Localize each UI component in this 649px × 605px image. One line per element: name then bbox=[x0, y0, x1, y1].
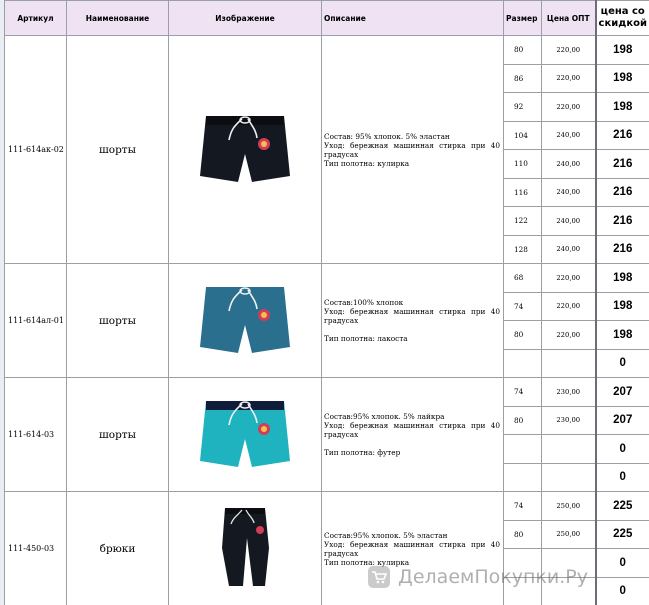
price-list-table bbox=[4, 0, 649, 605]
header-description[interactable]: Описание bbox=[322, 1, 504, 36]
article-cell[interactable]: 111-614ак-02 bbox=[5, 36, 67, 264]
size-cell[interactable] bbox=[504, 435, 542, 464]
header-image[interactable]: Изображение bbox=[169, 1, 322, 36]
turquoise-shorts-image bbox=[198, 456, 292, 475]
price-cell[interactable]: 220,00 bbox=[542, 321, 596, 350]
name-cell[interactable]: шорты bbox=[67, 264, 169, 378]
price-cell[interactable] bbox=[542, 435, 596, 464]
description-cell[interactable] bbox=[322, 264, 504, 378]
size-cell[interactable]: 80 bbox=[504, 406, 542, 435]
discount-price-cell[interactable]: 198 bbox=[596, 36, 649, 65]
discount-price-cell[interactable]: 0 bbox=[596, 435, 649, 464]
size-cell[interactable]: 92 bbox=[504, 93, 542, 122]
price-cell[interactable]: 240,00 bbox=[542, 235, 596, 264]
price-cell[interactable]: 240,00 bbox=[542, 178, 596, 207]
price-cell[interactable]: 240,00 bbox=[542, 207, 596, 236]
table-row bbox=[5, 264, 649, 293]
article-cell[interactable]: 111-614ал-01 bbox=[5, 264, 67, 378]
price-cell[interactable] bbox=[542, 349, 596, 378]
discount-price-cell[interactable]: 198 bbox=[596, 321, 649, 350]
black-shorts-image bbox=[198, 171, 292, 190]
discount-price-cell[interactable]: 216 bbox=[596, 121, 649, 150]
name-cell[interactable]: шорты bbox=[67, 36, 169, 264]
header-price[interactable]: Цена ОПТ bbox=[542, 1, 596, 36]
size-cell[interactable]: 74 bbox=[504, 292, 542, 321]
name-cell[interactable]: шорты bbox=[67, 378, 169, 492]
article-cell[interactable]: 111-614-03 bbox=[5, 378, 67, 492]
table-body bbox=[5, 36, 649, 605]
price-cell[interactable]: 250,00 bbox=[542, 492, 596, 521]
description-line: Тип полотна: лакоста bbox=[324, 334, 408, 343]
discount-price-cell[interactable]: 0 bbox=[596, 549, 649, 578]
discount-price-cell[interactable]: 198 bbox=[596, 292, 649, 321]
discount-price-cell[interactable]: 198 bbox=[596, 264, 649, 293]
description-line: Состав:100% хлопок bbox=[324, 298, 404, 307]
size-cell[interactable]: 74 bbox=[504, 378, 542, 407]
price-cell[interactable]: 220,00 bbox=[542, 36, 596, 65]
shopping-cart-icon bbox=[368, 566, 390, 588]
price-cell[interactable]: 230,00 bbox=[542, 406, 596, 435]
price-cell[interactable]: 240,00 bbox=[542, 121, 596, 150]
watermark bbox=[368, 562, 588, 592]
price-cell[interactable]: 220,00 bbox=[542, 264, 596, 293]
size-cell[interactable]: 110 bbox=[504, 150, 542, 179]
discount-price-cell[interactable]: 216 bbox=[596, 178, 649, 207]
discount-price-cell[interactable]: 225 bbox=[596, 520, 649, 549]
size-cell[interactable]: 116 bbox=[504, 178, 542, 207]
header-discount-price[interactable]: цена со скидкой bbox=[596, 1, 649, 36]
discount-price-cell[interactable]: 216 bbox=[596, 150, 649, 179]
black-pants-image bbox=[215, 575, 275, 594]
table-row bbox=[5, 492, 649, 521]
discount-price-cell[interactable]: 207 bbox=[596, 378, 649, 407]
description-line bbox=[324, 439, 500, 448]
discount-price-cell[interactable]: 0 bbox=[596, 349, 649, 378]
table-row bbox=[5, 378, 649, 407]
description-line: Тип полотна: кулирка bbox=[324, 158, 410, 168]
size-cell[interactable]: 68 bbox=[504, 264, 542, 293]
size-cell[interactable]: 80 bbox=[504, 321, 542, 350]
size-cell[interactable]: 80 bbox=[504, 36, 542, 65]
size-cell[interactable] bbox=[504, 349, 542, 378]
discount-price-cell[interactable]: 198 bbox=[596, 64, 649, 93]
header-row bbox=[5, 1, 649, 36]
description-cell[interactable] bbox=[322, 378, 504, 492]
product-image bbox=[169, 36, 322, 264]
description-line: Состав:95% хлопок. 5% эластан bbox=[324, 530, 448, 540]
header-article[interactable]: Артикул bbox=[5, 1, 67, 36]
header-name[interactable]: Наименование bbox=[67, 1, 169, 36]
size-cell[interactable] bbox=[504, 463, 542, 492]
description-line: Уход: бережная машинная стирка при 40 градусах bbox=[324, 140, 500, 159]
table-row bbox=[5, 36, 649, 65]
teal-shorts-image bbox=[198, 342, 292, 361]
price-cell[interactable]: 250,00 bbox=[542, 520, 596, 549]
size-cell[interactable]: 74 bbox=[504, 492, 542, 521]
discount-price-cell[interactable]: 216 bbox=[596, 207, 649, 236]
product-image bbox=[169, 378, 322, 492]
size-cell[interactable]: 86 bbox=[504, 64, 542, 93]
discount-price-cell[interactable]: 0 bbox=[596, 463, 649, 492]
description-line: Тип полотна: футер bbox=[324, 448, 401, 457]
size-cell[interactable]: 122 bbox=[504, 207, 542, 236]
size-cell[interactable]: 80 bbox=[504, 520, 542, 549]
size-cell[interactable]: 128 bbox=[504, 235, 542, 264]
discount-price-cell[interactable]: 225 bbox=[596, 492, 649, 521]
description-line: Уход: бережная машинная стирка при 40 градусах bbox=[324, 539, 500, 558]
description-line bbox=[324, 325, 500, 334]
product-image bbox=[169, 264, 322, 378]
price-cell[interactable]: 220,00 bbox=[542, 64, 596, 93]
name-cell[interactable]: брюки bbox=[67, 492, 169, 605]
header-size[interactable]: Размер bbox=[504, 1, 542, 36]
price-cell[interactable]: 230,00 bbox=[542, 378, 596, 407]
product-image bbox=[169, 492, 322, 605]
description-line: Состав:95% хлопок. 5% лайкра bbox=[324, 412, 445, 421]
discount-price-cell[interactable]: 216 bbox=[596, 235, 649, 264]
discount-price-cell[interactable]: 198 bbox=[596, 93, 649, 122]
price-cell[interactable]: 240,00 bbox=[542, 150, 596, 179]
price-cell[interactable] bbox=[542, 463, 596, 492]
discount-price-cell[interactable]: 0 bbox=[596, 577, 649, 605]
discount-price-cell[interactable]: 207 bbox=[596, 406, 649, 435]
description-line: Уход: бережная машинная стирка при 40 градусах bbox=[324, 421, 500, 439]
description-cell[interactable] bbox=[322, 36, 504, 264]
description-line: Уход: бережная машинная стирка при 40 градусах bbox=[324, 307, 500, 325]
price-cell[interactable]: 220,00 bbox=[542, 93, 596, 122]
watermark-text: ДелаемПокупки.Ру bbox=[398, 566, 588, 588]
size-cell[interactable]: 104 bbox=[504, 121, 542, 150]
description-line: Тип полотна: кулирка bbox=[324, 557, 410, 567]
price-cell[interactable]: 220,00 bbox=[542, 292, 596, 321]
description-line: Состав: 95% хлопок. 5% эластан bbox=[324, 131, 450, 141]
article-cell[interactable]: 111-450-03 bbox=[5, 492, 67, 605]
